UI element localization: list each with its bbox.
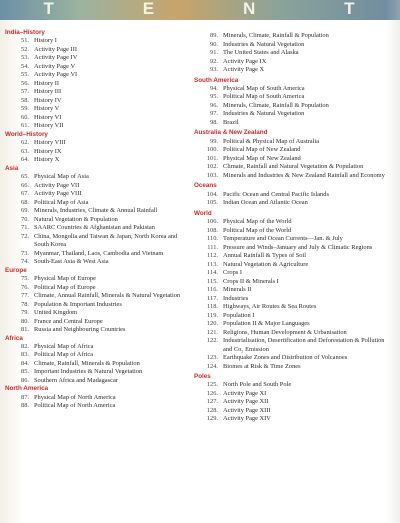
entry-title: Population & Important Industries	[34, 300, 122, 308]
entry-title: Physical Map of Europe	[34, 275, 96, 283]
entry-page-number: 82.	[21, 342, 29, 350]
contents-entry[interactable]	[194, 163, 394, 172]
entry-page-number: 112.	[207, 252, 218, 260]
banner-letter: E	[142, 0, 157, 18]
section-heading: World	[194, 209, 212, 217]
contents-entry[interactable]	[194, 354, 394, 363]
entry-page-number: 70.	[21, 215, 29, 223]
contents-entry[interactable]	[194, 66, 394, 75]
entry-page-number: 72.	[21, 232, 29, 240]
entry-page-number: 56.	[21, 79, 29, 87]
entry-title: Political Map of the World	[223, 226, 292, 234]
entry-page-number: 85.	[21, 368, 29, 376]
contents-entry[interactable]	[194, 407, 394, 416]
contents-entry[interactable]	[5, 156, 185, 165]
contents-entry[interactable]	[194, 235, 394, 244]
entry-title: Pressure and Winds–January and July & Climatic Regions	[223, 243, 373, 251]
entry-title: Physical Map of Africa	[34, 342, 94, 350]
entry-page-number: 97.	[210, 110, 218, 118]
contents-section	[194, 32, 394, 75]
entry-page-number: 94.	[210, 84, 218, 92]
entry-title: Activity Page XI	[223, 389, 267, 397]
contents-entry[interactable]	[194, 303, 394, 312]
entry-title: Myanmar, Thailand, Laos, Cambodia and Vietnam	[34, 249, 164, 257]
entry-title: Political Map of New Zealand	[223, 146, 301, 154]
entry-page-number: 76.	[21, 283, 29, 291]
entry-page-number: 61.	[21, 122, 29, 130]
entry-title: SAARC Countries & Afghanistan and Pakistan	[34, 224, 155, 232]
contents-entry[interactable]	[194, 320, 394, 329]
contents-entry[interactable]	[194, 191, 394, 200]
entry-title: Physical Map of Asia	[34, 173, 89, 181]
banner-letters	[0, 0, 400, 19]
banner-letter: T	[344, 0, 357, 18]
contents-entry[interactable]	[194, 329, 394, 338]
entry-page-number: 86.	[21, 376, 29, 384]
entry-page-number: 65.	[21, 173, 29, 181]
entry-title: History II	[34, 79, 60, 87]
contents-entry[interactable]	[5, 46, 185, 55]
entry-title: Highways, Air Routes & Sea Routes	[223, 303, 317, 311]
entry-title: Physical Map of North America	[34, 393, 116, 401]
contents-entry[interactable]	[194, 102, 394, 111]
entry-title: History VI	[34, 113, 62, 121]
contents-section	[194, 182, 394, 207]
entry-title: History I	[34, 37, 57, 45]
section-heading: Africa	[5, 334, 23, 342]
entry-page-number: 127.	[206, 398, 218, 406]
contents-entry[interactable]	[194, 363, 394, 372]
entry-page-number: 54.	[21, 62, 29, 70]
contents-section	[194, 77, 394, 128]
entry-page-number: 77.	[21, 292, 29, 300]
entry-page-number: 88.	[21, 402, 29, 410]
entry-title: Minerals II	[223, 286, 252, 294]
page-edge-shade	[386, 0, 400, 523]
entry-page-number: 78.	[21, 300, 29, 308]
entry-page-number: 93.	[210, 66, 218, 73]
entry-page-number: 90.	[210, 40, 218, 48]
entry-page-number: 84.	[21, 359, 29, 367]
contents-entry[interactable]	[194, 261, 394, 270]
entry-title: Activity Page III	[34, 45, 77, 53]
contents-entry[interactable]	[5, 105, 185, 114]
entry-title: Political Map of Asia	[34, 198, 89, 206]
contents-entry[interactable]	[5, 275, 185, 284]
contents-section	[194, 210, 394, 371]
contents-entry[interactable]	[5, 190, 185, 199]
entry-title: Population I	[223, 311, 255, 319]
contents-entry[interactable]	[5, 309, 185, 318]
entry-title: Indian Ocean and Atlantic Ocean	[223, 199, 308, 207]
contents-entry[interactable]	[5, 80, 185, 89]
entry-page-number: 60.	[21, 113, 29, 121]
contents-entry[interactable]	[194, 286, 394, 295]
entry-title: Climate, Rainfall and Natural Vegetation & Population	[223, 163, 364, 171]
contents-entry[interactable]	[5, 402, 185, 411]
entry-page-number: 63.	[21, 147, 29, 155]
section-heading: Oceans	[194, 182, 217, 190]
contents-entry[interactable]	[194, 49, 394, 58]
contents-entry[interactable]	[194, 41, 394, 50]
contents-section	[5, 131, 185, 165]
contents-section	[5, 29, 185, 131]
contents-entry[interactable]	[5, 182, 185, 191]
entry-title: History III	[34, 88, 62, 96]
entry-title: Activity Page IV	[34, 54, 78, 62]
entry-title: History X	[34, 156, 60, 164]
contents-entry[interactable]	[5, 63, 185, 72]
entry-page-number: 89.	[210, 32, 218, 39]
contents-entry[interactable]	[5, 114, 185, 123]
entry-page-number: 69.	[21, 207, 29, 215]
entry-title: Natural Vegetation & Agriculture	[223, 260, 309, 268]
entry-page-number: 62.	[21, 139, 29, 147]
banner-letter: T	[43, 0, 56, 18]
contents-section	[194, 129, 394, 180]
entry-title: Minerals and Industries & New Zealand Rainfall and Economy	[223, 171, 385, 179]
contents-entry[interactable]	[194, 312, 394, 321]
entry-page-number: 68.	[21, 198, 29, 206]
entry-title: Industries & Natural Vegetation	[223, 110, 305, 118]
entry-page-number: 91.	[210, 49, 218, 56]
contents-right-column	[194, 32, 394, 424]
entry-title: Political & Physical Map of Australia	[223, 137, 320, 145]
entry-page-number: 74.	[21, 258, 29, 266]
entry-page-number: 114.	[207, 269, 218, 277]
entry-title: Activity Page VIII	[34, 190, 82, 198]
entry-title: Population II & Major Languages	[223, 320, 310, 328]
contents-entry[interactable]	[194, 381, 394, 390]
contents-entry[interactable]	[194, 146, 394, 155]
entry-page-number: 81.	[21, 326, 29, 334]
entry-page-number: 126.	[206, 389, 218, 397]
contents-entry[interactable]	[5, 173, 185, 182]
entry-title: Political Map of South America	[223, 93, 305, 101]
banner-letter: N	[242, 0, 258, 18]
entry-page-number: 110.	[207, 235, 218, 243]
entry-page-number: 122.	[206, 337, 218, 345]
contents-entry[interactable]	[194, 85, 394, 94]
entry-page-number: 87.	[21, 393, 29, 401]
entry-title: Physical Map of New Zealand	[223, 154, 301, 162]
entry-page-number: 116.	[207, 286, 218, 294]
contents-entry[interactable]	[194, 227, 394, 236]
entry-title: Minerals, Climate, Rainfall & Population	[223, 101, 329, 109]
contents-entry[interactable]	[194, 119, 394, 128]
contents-entry[interactable]	[5, 122, 185, 131]
entry-page-number: 58.	[21, 96, 29, 104]
entry-page-number: 53.	[21, 54, 29, 62]
contents-section	[194, 373, 394, 424]
entry-title: Russia and Neighbouring Countries	[34, 326, 126, 334]
entry-title: Pacific Ocean and Central Pacific Islands	[223, 190, 329, 198]
entry-page-number: 67.	[21, 190, 29, 198]
entry-title: Activity Page VII	[34, 181, 80, 189]
entry-page-number: 98.	[210, 118, 218, 126]
section-heading: North America	[5, 385, 49, 393]
entry-page-number: 52.	[21, 45, 29, 53]
contents-section	[5, 267, 185, 335]
entry-title: Climate, Annual Rainfall, Minerals & Natural Vegetation	[34, 292, 181, 300]
section-heading: India–History	[5, 29, 45, 36]
contents-entry[interactable]	[5, 37, 185, 46]
section-heading: World–History	[5, 130, 48, 138]
contents-entry[interactable]	[5, 139, 185, 148]
entry-title: Crops II & Minerals I	[223, 277, 279, 285]
entry-page-number: 118.	[207, 303, 218, 311]
entry-title: History IV	[34, 96, 62, 104]
entry-page-number: 117.	[207, 294, 218, 302]
entry-title: Important Industries & Natural Vegetation	[34, 368, 143, 376]
entry-title: Minerals, Industries, Climate & Annual Rainfall	[34, 207, 158, 215]
contents-entry[interactable]	[194, 199, 394, 208]
entry-title: Political Map of North America	[34, 402, 116, 410]
contents-entry[interactable]	[194, 390, 394, 399]
contents-entry[interactable]	[194, 398, 394, 407]
contents-entry[interactable]	[5, 207, 185, 216]
entry-page-number: 55.	[21, 71, 29, 79]
entry-title: Temperature and Ocean Currents—Jan. & July	[223, 235, 343, 243]
entry-page-number: 113.	[207, 260, 218, 268]
entry-title: Natural Vegetation & Population	[34, 215, 118, 223]
section-heading: Europe	[5, 266, 27, 274]
entry-page-number: 124.	[206, 362, 218, 370]
entry-page-number: 129.	[206, 415, 218, 423]
entry-page-number: 100.	[206, 146, 218, 154]
contents-entry[interactable]	[194, 58, 394, 67]
contents-entry[interactable]	[194, 269, 394, 278]
entry-page-number: 83.	[21, 351, 29, 359]
entry-page-number: 59.	[21, 105, 29, 113]
contents-entry[interactable]	[194, 252, 394, 261]
contents-entry[interactable]	[194, 93, 394, 102]
contents-entry[interactable]	[5, 71, 185, 80]
contents-entry[interactable]	[5, 368, 185, 377]
entry-page-number: 64.	[21, 156, 29, 164]
contents-entry[interactable]	[194, 337, 394, 354]
top-banner	[0, 0, 400, 20]
entry-title: Minerals, Climate, Rainfall & Population	[223, 32, 329, 39]
contents-entry[interactable]	[5, 301, 185, 310]
contents-entry[interactable]	[5, 360, 185, 369]
entry-title: Physical Map of South America	[223, 84, 305, 92]
contents-entry[interactable]	[5, 377, 185, 386]
entry-page-number: 73.	[21, 249, 29, 257]
contents-entry[interactable]	[5, 250, 185, 259]
entry-page-number: 106.	[206, 218, 218, 226]
entry-page-number: 92.	[210, 57, 218, 65]
entry-page-number: 57.	[21, 88, 29, 96]
contents-entry[interactable]	[5, 318, 185, 327]
entry-page-number: 105.	[206, 199, 218, 207]
contents-entry[interactable]	[194, 155, 394, 164]
entry-title: Activity Page XII	[223, 398, 269, 406]
contents-entry[interactable]	[5, 233, 185, 250]
entry-page-number: 101.	[206, 154, 218, 162]
entry-page-number: 115.	[207, 277, 218, 285]
entry-title: Crops I	[223, 269, 242, 277]
entry-page-number: 119.	[207, 311, 218, 319]
entry-page-number: 102.	[206, 163, 218, 171]
section-heading: South America	[194, 76, 239, 84]
entry-title: Earthquake Zones and Distribution of Volcanoes	[223, 354, 348, 362]
contents-entry[interactable]	[194, 295, 394, 304]
entry-title: North Pole and South Pole	[223, 381, 292, 389]
entry-page-number: 108.	[206, 226, 218, 234]
entry-title: Climate, Rainfall, Minerals & Population	[34, 359, 140, 367]
contents-entry[interactable]	[194, 138, 394, 147]
contents-entry[interactable]	[5, 326, 185, 335]
entry-title: Political Map of Africa	[34, 351, 94, 359]
entry-title: Brazil	[223, 118, 239, 126]
contents-entry[interactable]	[194, 415, 394, 424]
entry-page-number: 51.	[21, 37, 29, 45]
contents-section	[5, 335, 185, 386]
contents-entry[interactable]	[5, 351, 185, 360]
section-heading: Poles	[194, 373, 211, 381]
entry-page-number: 80.	[21, 317, 29, 325]
entry-title: South-East Asia & West Asia	[34, 258, 109, 266]
entry-page-number: 123.	[206, 354, 218, 362]
entry-page-number: 96.	[210, 101, 218, 109]
entry-page-number: 95.	[210, 93, 218, 101]
entry-title: United Kingdom	[34, 309, 78, 317]
contents-entry[interactable]	[5, 292, 185, 301]
entry-page-number: 120.	[206, 320, 218, 328]
entry-page-number: 71.	[21, 224, 29, 232]
contents-left-column	[5, 29, 185, 411]
contents-entry[interactable]	[5, 394, 185, 403]
contents-entry[interactable]	[5, 54, 185, 63]
entry-title: Industries & Natural Vegetation	[223, 40, 305, 48]
entry-page-number: 111.	[207, 243, 218, 251]
contents-entry[interactable]	[5, 148, 185, 157]
entry-title: Activity Page XIII	[223, 406, 271, 414]
contents-entry[interactable]	[5, 224, 185, 233]
contents-entry[interactable]	[5, 88, 185, 97]
entry-page-number: 66.	[21, 181, 29, 189]
contents-entry[interactable]	[194, 32, 394, 41]
entry-title: Annual Rainfall & Types of Soil	[223, 252, 307, 260]
entry-page-number: 103.	[206, 171, 218, 179]
entry-title: Activity Page IX	[223, 57, 267, 65]
contents-entry[interactable]	[194, 110, 394, 119]
entry-title: History VIII	[34, 139, 66, 147]
entry-title: Activity Page XIV	[223, 415, 271, 423]
entry-title: Physical Map of the World	[223, 218, 292, 226]
entry-title: History IX	[34, 147, 62, 155]
contents-entry[interactable]	[194, 172, 394, 181]
entry-title: Religions, Human Development & Urbanisation	[223, 328, 347, 336]
contents-entry[interactable]	[5, 216, 185, 225]
section-heading: Australia & New Zealand	[194, 129, 268, 137]
entry-page-number: 79.	[21, 309, 29, 317]
contents-entry[interactable]	[5, 343, 185, 352]
entry-title: China, Mongolia and Taiwan & Japan, North Korea and South Korea	[34, 232, 178, 249]
contents-entry[interactable]	[194, 218, 394, 227]
entry-title: Activity Page X	[223, 66, 265, 73]
entry-page-number: 99.	[210, 137, 218, 145]
entry-page-number: 104.	[206, 190, 218, 198]
entry-title: Industrialisation, Desertification and Deforestation & Pollution and Co₂ Emission	[223, 337, 385, 353]
contents-entry[interactable]	[5, 97, 185, 106]
entry-title: The United States and Alaska	[223, 49, 299, 56]
contents-entry[interactable]	[194, 278, 394, 287]
entry-title: France and Central Europe	[34, 317, 103, 325]
entry-title: Activity Page VI	[34, 71, 78, 79]
entry-title: History V	[34, 105, 60, 113]
contents-entry[interactable]	[5, 258, 185, 267]
contents-entry[interactable]	[5, 284, 185, 293]
entry-title: Biomes at Risk & Time Zones	[223, 362, 301, 370]
entry-title: Industries	[223, 294, 249, 302]
entry-page-number: 125.	[206, 381, 218, 389]
contents-entry[interactable]	[5, 199, 185, 208]
entry-title: History VII	[34, 122, 64, 130]
entry-page-number: 121.	[206, 328, 218, 336]
entry-title: Political Map of Europe	[34, 283, 96, 291]
entry-title: Activity Page V	[34, 62, 76, 70]
section-heading: Asia	[5, 164, 19, 172]
contents-entry[interactable]	[194, 244, 394, 253]
contents-section	[5, 385, 185, 410]
contents-section	[5, 165, 185, 267]
entry-title: Southern Africa and Madagascar	[34, 376, 118, 384]
entry-page-number: 128.	[206, 406, 218, 414]
entry-page-number: 75.	[21, 275, 29, 283]
